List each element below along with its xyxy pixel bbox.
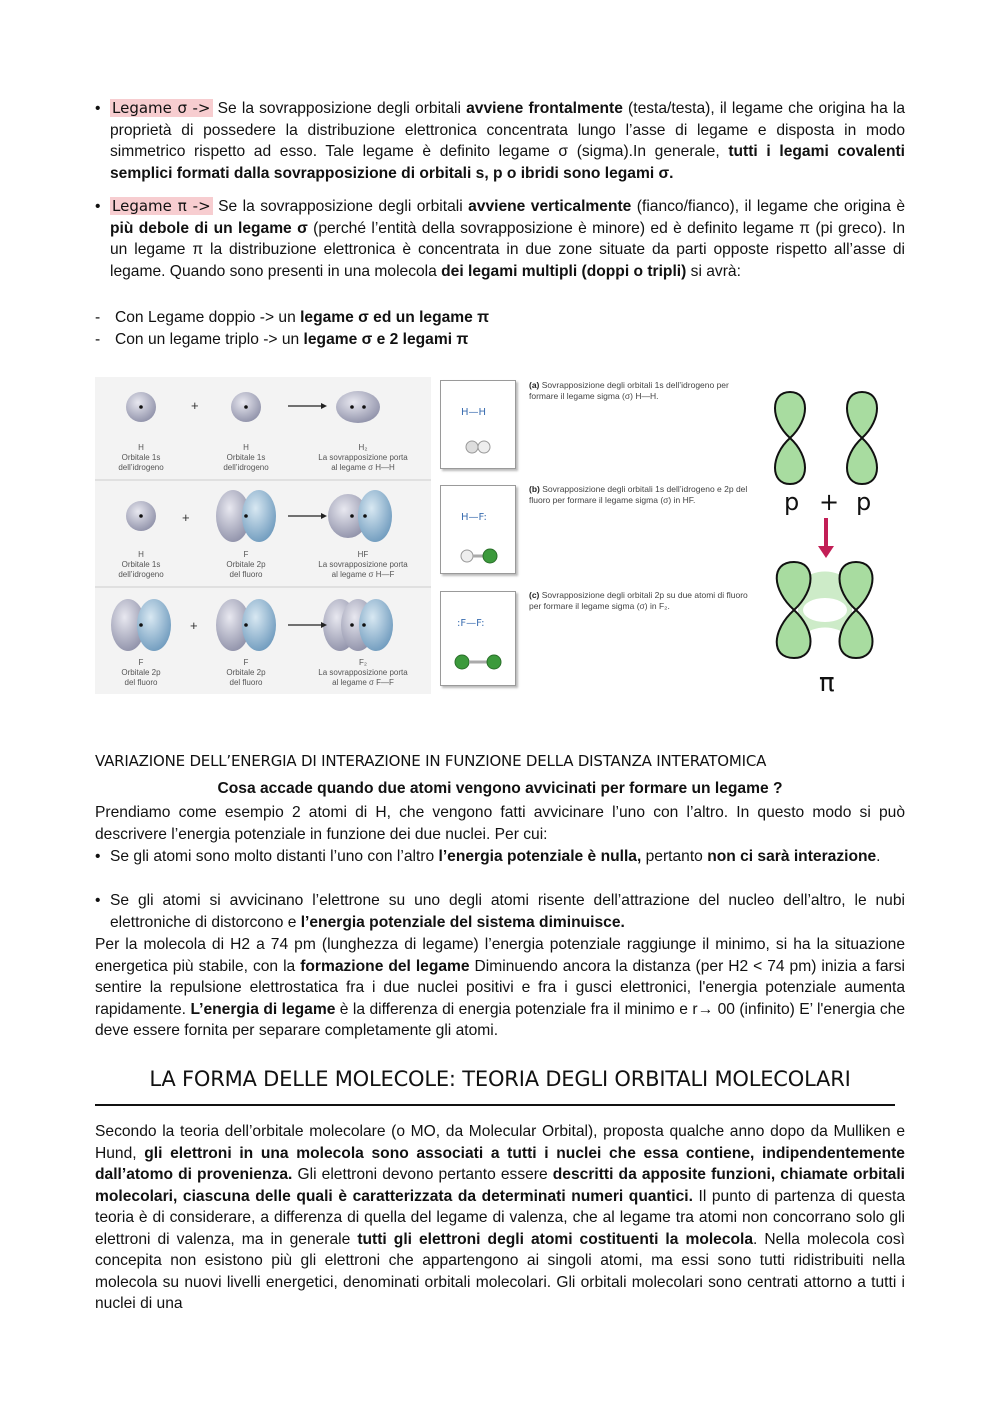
pi-text: (perché l’entità della sovrapposizione è minore) ed è definito legame π (pi greco). In un legame π la distribuzione elettronica è concentrata in due zone situate da parti opposte rispetto all’asse di legame. Quando sono presenti in una molecola: [110, 219, 905, 280]
label-h2: H₂ La sovrapposizione porta al legame σ H—H: [318, 443, 408, 472]
pi-bold: più debole di un legame σ: [110, 219, 308, 237]
hf-ball-model: [459, 548, 499, 564]
h2-ball-model: [463, 439, 495, 455]
label-hf: HF La sovrapposizione porta al legame σ H—F: [318, 550, 408, 579]
dash-text: Con un legame triplo -> un: [115, 331, 304, 348]
section-heading-energy: VARIAZIONE DELL’ENERGIA DI INTERAZIONE IN FUNZIONE DELLA DISTANZA INTERATOMICA: [95, 752, 767, 770]
pi-label-p-right: p: [856, 488, 872, 516]
pi-label-plus: +: [819, 488, 840, 516]
f2-molecule-panel: [440, 591, 516, 686]
h2-molecule-panel: [440, 380, 516, 469]
dash-text: Con Legame doppio -> un: [115, 309, 301, 326]
hf-lewis-structure: H—F:: [461, 512, 487, 523]
f2-lewis-structure: :F—F:: [457, 618, 485, 629]
caption-b: (b) Sovrapposizione degli orbitali 1s dell’idrogeno e 2p del fluoro per formare il legame sigma (σ) in HF.: [529, 484, 748, 505]
pi-label-symbol: π: [819, 668, 835, 698]
label-h-orbital-1s: H Orbitale 1s dell’idrogeno: [118, 550, 164, 579]
h2-overlap: [336, 391, 380, 423]
energy-bullet-approach: • Se gli atomi si avvicinano l’elettrone su uno degli atomi risente dell’attrazione del nucleo dell’altro, le nubi elettroniche di distorcono e l’energia potenziale del sistema diminuisce.: [95, 892, 905, 931]
bullet-dot: •: [95, 100, 101, 117]
bullet-dot: •: [95, 198, 101, 215]
pi-bond-diagram: [760, 390, 890, 690]
label-h-orbital-1s: H Orbitale 1s dell’idrogeno: [223, 443, 269, 472]
pi-label-p-left: p: [784, 488, 800, 516]
label-h-orbital-1s: H Orbitale 1s dell’idrogeno: [118, 443, 164, 472]
energy-intro-paragraph: Prendiamo come esempio 2 atomi di H, che vengono fatti avvicinare l’uno con l’altro. In questo modo si può descrivere l’energia potenziale in funzione dei due nuclei. Per cui:: [95, 804, 905, 843]
sigma-bold: tutti i legami covalenti semplici formati dalla sovrapposizione di orbitali s, p o ibridi sono legami σ.: [110, 143, 906, 182]
mo-theory-paragraph: Secondo la teoria dell’orbitale molecolare (o MO, da Molecular Orbital), proposta qualche anno dopo da Mulliken e Hund, gli elettroni in una molecola sono associati a tutti i nuclei che essa contiene, indipendentemente dall’atomo di provenienza. Gli elettroni devono pertanto essere descritti da apposite funzioni, chiamate orbitali molecolari, ciascuna delle quali è caratterizzata da determinati numeri quantici. Il punto di partenza di questa teoria è di considerare, a differenza di quella del legame di valenza, che al legame tra atomi non concorrano solo gli elettroni di valenza, ma in generale tutti gli elettroni degli atomi costituenti la molecola. Nella molecola così concepita non esistono più gli elettroni che appartengono ai singoli atomi, ma essi sono tutti ridistribuiti nella molecola su nuovi livelli energetici, denominati orbitali molecolari. Gli orbitali molecolari sono centrati attorno a tutti i nuclei di una: [95, 1123, 905, 1312]
dash-bold: legame σ ed un legame π: [300, 309, 490, 326]
sigma-text: (testa/testa), il legame che origina ha la proprietà di possedere la distribuzione elettronica concentrata lungo l’asse di legame e disposta in modo simmetrico rispetto ad esso. Tale legame è definito legame σ (sigma).In generale,: [110, 100, 906, 160]
label-f2: F₂ La sovrapposizione porta al legame σ F—F: [318, 658, 408, 687]
energy-bond-paragraph: Per la molecola di H2 a 74 pm (lunghezza di legame) l’energia potenziale raggiunge il minimo, si ha la situazione energetica più stabile, con la formazione del legame Diminuendo ancora la distanza (per H2 < 74 pm) inizia a farsi sentire la repulsione elettrostatica fra i due nuclei positivi e fra i gusci elettronici, l'energia potenziale aumenta rapidamente. L’energia di legame è la differenza di energia potenziale fra il minimo e r→ 00 (infinito) E’ l'energia che deve essere fornita per separare completamente gli atomi.: [95, 936, 905, 1039]
label-f-orbital-2p: F Orbitale 2p del fluoro: [226, 658, 266, 687]
f2-ball-model: [453, 654, 503, 670]
label-f-orbital-2p: F Orbitale 2p del fluoro: [226, 550, 266, 579]
sigma-text: Se la sovrapposizione degli orbitali: [212, 100, 467, 117]
pi-bond-bullet: [95, 196, 905, 282]
pi-text: si avrà:: [686, 262, 741, 280]
dash-item-double: - Con Legame doppio -> un legame σ ed un legame π: [95, 309, 490, 326]
orbital-drawings: [95, 375, 435, 695]
sigma-bold: avviene frontalmente: [466, 100, 623, 117]
pi-text: (fianco/fianco), il legame che origina è: [631, 198, 905, 215]
dash-bold: legame σ e 2 legami π: [303, 331, 469, 348]
section-question: Cosa accade quando due atomi vengono avvicinati per formare un legame ?: [217, 780, 783, 797]
caption-c: (c) Sovrapposizione degli orbitali 2p su due atomi di fluoro per formare il legame sigma (σ) in F₂.: [529, 590, 748, 611]
sigma-bond-bullet: [95, 98, 905, 184]
h2-lewis-structure: H—H: [461, 407, 487, 418]
pi-highlight-label: Legame π ->: [112, 197, 211, 215]
label-f-orbital-2p: F Orbitale 2p del fluoro: [121, 658, 161, 687]
pi-text: Se la sovrapposizione degli orbitali: [212, 198, 469, 215]
pi-bold: avviene verticalmente: [468, 198, 632, 215]
svg-text:+: +: [191, 398, 199, 413]
energy-bullet-distant: • Se gli atomi sono molto distanti l’uno con l’altro l’energia potenziale è nulla, pertanto non ci sarà interazione.: [95, 848, 881, 865]
sigma-highlight-label: Legame σ ->: [112, 99, 211, 117]
heading-rule: [95, 1104, 895, 1106]
hf-molecule-panel: [440, 485, 516, 574]
svg-text:+: +: [182, 510, 190, 525]
svg-text:+: +: [190, 618, 198, 633]
dash-item-triple: - Con un legame triplo -> un legame σ e 2 legami π: [95, 331, 469, 348]
caption-a: (a) Sovrapposizione degli orbitali 1s dell’idrogeno per formare il legame sigma (σ) H—H.: [529, 380, 729, 401]
section-heading-molecular-orbitals: LA FORMA DELLE MOLECOLE: TEORIA DEGLI ORBITALI MOLECOLARI: [149, 1067, 851, 1091]
pi-bold: dei legami multipli (doppi o tripli): [441, 262, 687, 280]
